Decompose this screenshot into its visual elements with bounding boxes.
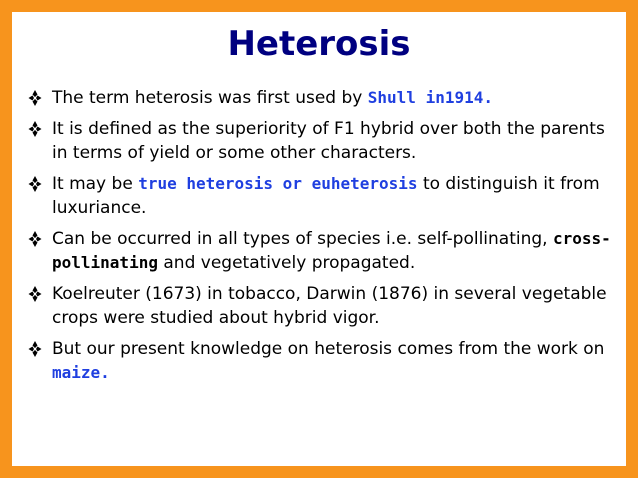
bullet-text: The term heterosis was first used by xyxy=(52,88,368,108)
bullet-item xyxy=(24,172,616,220)
slide-title: Heterosis xyxy=(227,24,411,64)
four-diamond-bullet-icon xyxy=(26,338,44,360)
highlight-maize: maize. xyxy=(52,363,110,382)
four-diamond-bullet-icon xyxy=(26,118,44,140)
highlight-cross-pollinating: cross-pollinating xyxy=(52,229,611,272)
four-diamond-bullet-icon xyxy=(26,228,44,250)
four-diamond-bullet-icon xyxy=(26,173,44,195)
bullet-text: But our present knowledge on heterosis comes from the work on xyxy=(52,339,605,359)
four-diamond-bullet-icon xyxy=(26,283,44,305)
four-diamond-bullet-icon xyxy=(26,87,44,109)
bullet-text: Can be occurred in all types of species i.e. self-pollinating, xyxy=(52,229,553,249)
highlight-shull-1914: Shull in1914. xyxy=(367,88,493,107)
bullet-item xyxy=(24,337,616,385)
bullet-text: to distinguish it from luxuriance. xyxy=(52,174,600,218)
bullet-list xyxy=(24,86,616,392)
bullet-text: and vegetatively propagated. xyxy=(157,253,416,273)
highlight-true-heterosis: true heterosis or euheterosis xyxy=(138,174,418,193)
bullet-text: It may be xyxy=(52,174,139,194)
bullet-item xyxy=(24,117,616,165)
bullet-text: It is defined as the superiority of F1 hybrid over both the parents in terms of yield or some other characters. xyxy=(52,119,605,163)
bullet-text: Koelreuter (1673) in tobacco, Darwin (1876) in several vegetable crops were studied about hybrid vigor. xyxy=(52,284,607,328)
bullet-item xyxy=(24,282,616,330)
bullet-item xyxy=(24,227,616,275)
bullet-item xyxy=(24,86,616,110)
